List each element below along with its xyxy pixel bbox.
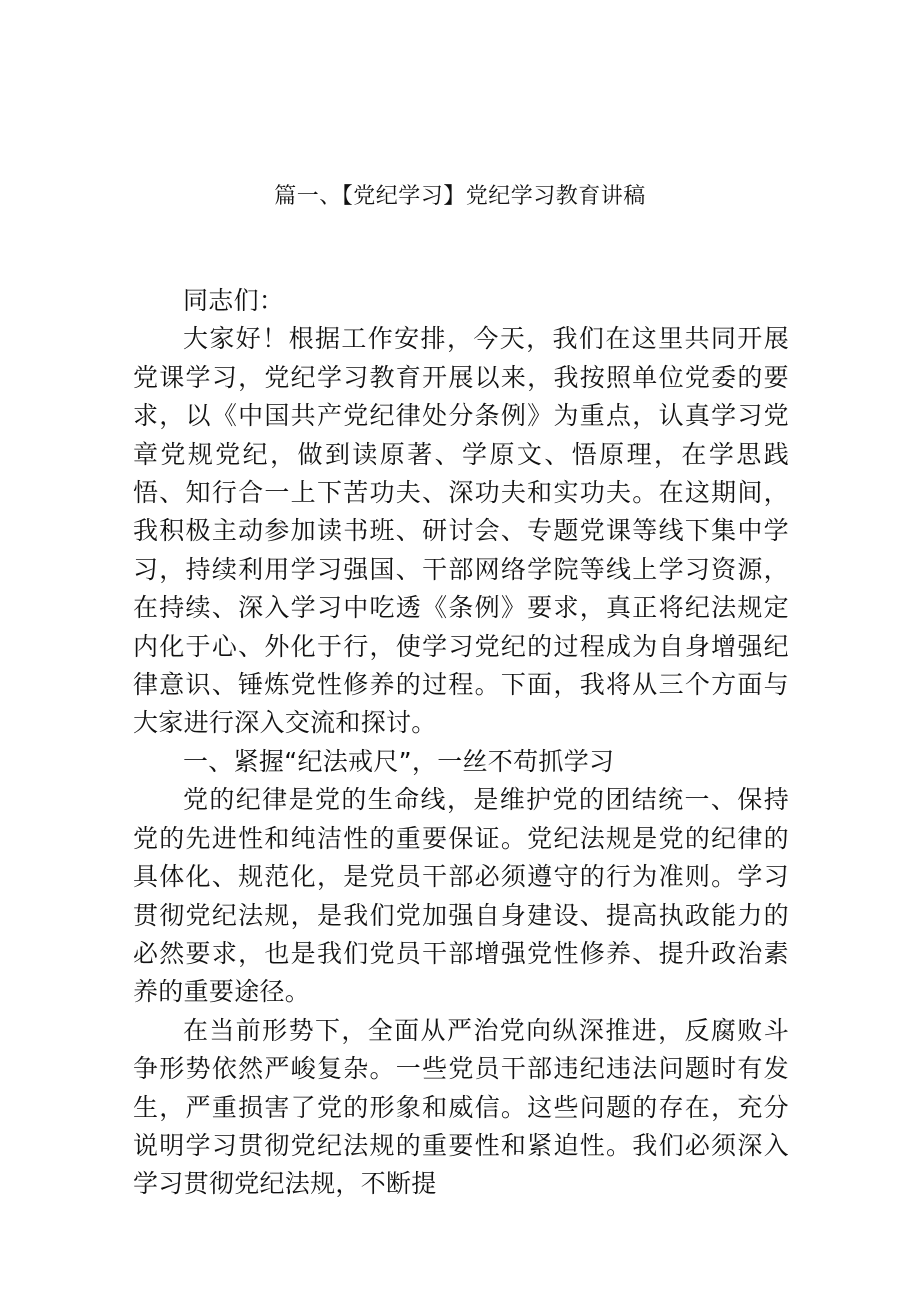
section1-paragraph-1: 党的纪律是党的生命线，是维护党的团结统一、保持党的先进性和纯洁性的重要保证。党纪法规是党的纪律的具体化、规范化，是党员干部必须遵守的行为准则。学习贯彻党纪法规，是我们党加强自身建设、提高执政能力的必然要求，也是我们党员干部增强党性修养、提升政治素养的重要途径。 — [133, 785, 789, 1007]
section-heading-1: 一、紧握“纪法戒尺”，一丝不苟抓学习 — [183, 746, 615, 776]
document-body — [133, 282, 789, 1204]
section1-paragraph-2: 在当前形势下，全面从严治党向纵深推进，反腐败斗争形势依然严峻复杂。一些党员干部违纪违法问题时有发生，严重损害了党的形象和威信。这些问题的存在，充分说明学习贯彻党纪法规的重要性和紧迫性。我们必须深入学习贯彻党纪法规，不断提 — [133, 1015, 789, 1199]
salutation: 同志们： — [183, 286, 285, 315]
document-title: 篇一、【党纪学习】党纪学习教育讲稿 — [274, 184, 646, 209]
intro-paragraph: 大家好！根据工作安排，今天，我们在这里共同开展党课学习，党纪学习教育开展以来，我按照单位党委的要求，以《中国共产党纪律处分条例》为重点，认真学习党章党规党纪，做到读原著、学原文、悟原理，在学思践悟、知行合一上下苦功夫、深功夫和实功夫。在这期间，我积极主动参加读书班、研讨会、专题党课等线下集中学习，持续利用学习强国、干部网络学院等线上学习资源，在持续、深入学习中吃透《条例》要求，真正将纪法规定内化于心、外化于行，使学习党纪的过程成为自身增强纪律意识、锤炼党性修养的过程。下面，我将从三个方面与大家进行深入交流和探讨。 — [133, 324, 789, 738]
